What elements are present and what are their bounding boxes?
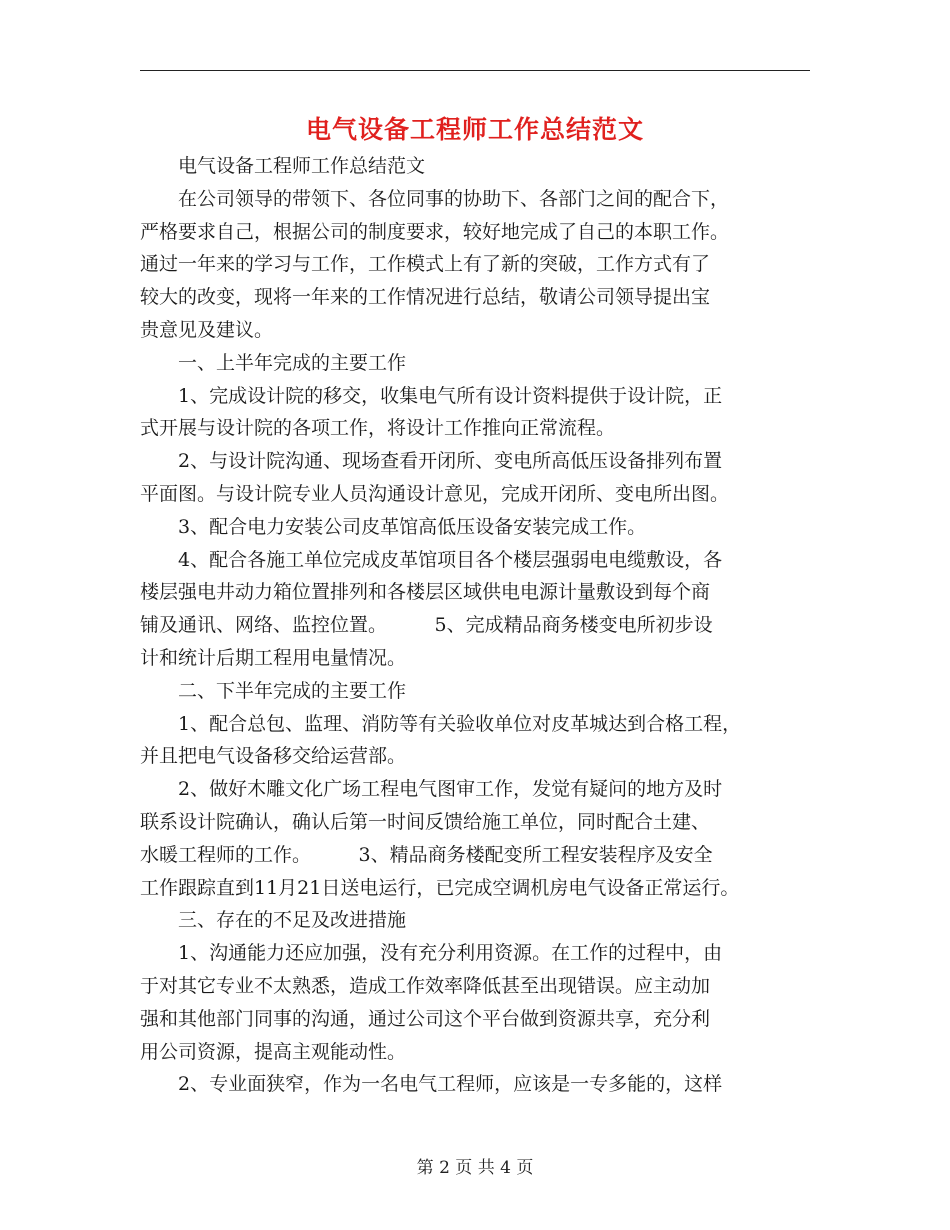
text-line: 水暖工程师的工作。 3、精品商务楼配变所工程安装程序及安全	[140, 843, 713, 866]
text-line: 2、做好木雕文化广场工程电气图审工作，发觉有疑问的地方及时	[140, 778, 723, 801]
document-body	[140, 150, 815, 1101]
text-line: 用公司资源，提高主观能动性。	[140, 1040, 407, 1063]
text-line: 4、配合各施工单位完成皮革馆项目各个楼层强弱电电缆敷设，各	[140, 548, 723, 571]
text-line: 联系设计院确认，确认后第一时间反馈给施工单位，同时配合土建、	[140, 810, 711, 833]
section-heading: 三、存在的不足及改进措施	[140, 909, 407, 932]
text-line: 工作跟踪直到11月21日送电运行，已完成空调机房电气设备正常运行。	[140, 876, 740, 899]
text-line: 于对其它专业不太熟悉，造成工作效率降低甚至出现错误。应主动加	[140, 974, 711, 997]
text-line: 铺及通讯、网络、监控位置。 5、完成精品商务楼变电所初步设	[140, 614, 713, 637]
text-line: 贵意见及建议。	[140, 318, 274, 341]
text-line: 通过一年来的学习与工作，工作模式上有了新的突破，工作方式有了	[140, 253, 711, 276]
text-line: 2、与设计院沟通、现场查看开闭所、变电所高低压设备排列布置	[140, 450, 723, 473]
text-line: 较大的改变，现将一年来的工作情况进行总结，敬请公司领导提出宝	[140, 286, 711, 309]
text-line: 在公司领导的带领下、各位同事的协助下、各部门之间的配合下，	[140, 187, 730, 210]
section-heading: 一、上半年完成的主要工作	[140, 351, 407, 374]
text-line: 1、完成设计院的移交，收集电气所有设计资料提供于设计院，正	[140, 384, 723, 407]
text-line: 电气设备工程师工作总结范文	[140, 155, 426, 177]
text-line: 3、配合电力安装公司皮革馆高低压设备安装完成工作。	[140, 515, 647, 538]
section-heading: 二、下半年完成的主要工作	[140, 679, 407, 702]
text-line: 平面图。与设计院专业人员沟通设计意见，完成开闭所、变电所出图。	[140, 482, 730, 505]
text-line: 强和其他部门同事的沟通，通过公司这个平台做到资源共享，充分利	[140, 1007, 711, 1030]
text-line: 并且把电气设备移交给运营部。	[140, 745, 407, 768]
text-line: 式开展与设计院的各项工作，将设计工作推向正常流程。	[140, 417, 616, 440]
text-line: 楼层强电井动力箱位置排列和各楼层区域供电电源计量敷设到每个商	[140, 581, 711, 604]
page-number: 第 2 页 共 4 页	[416, 1158, 534, 1178]
header-rule	[140, 70, 810, 71]
text-line: 2、专业面狭窄，作为一名电气工程师，应该是一专多能的，这样	[140, 1073, 723, 1096]
text-line: 1、沟通能力还应加强，没有充分利用资源。在工作的过程中，由	[140, 942, 723, 965]
text-line: 计和统计后期工程用电量情况。	[140, 646, 407, 669]
text-line: 1、配合总包、监理、消防等有关验收单位对皮革城达到合格工程，	[140, 712, 742, 735]
text-line: 严格要求自己，根据公司的制度要求，较好地完成了自己的本职工作。	[140, 220, 730, 243]
document-title: 电气设备工程师工作总结范文	[305, 115, 644, 144]
